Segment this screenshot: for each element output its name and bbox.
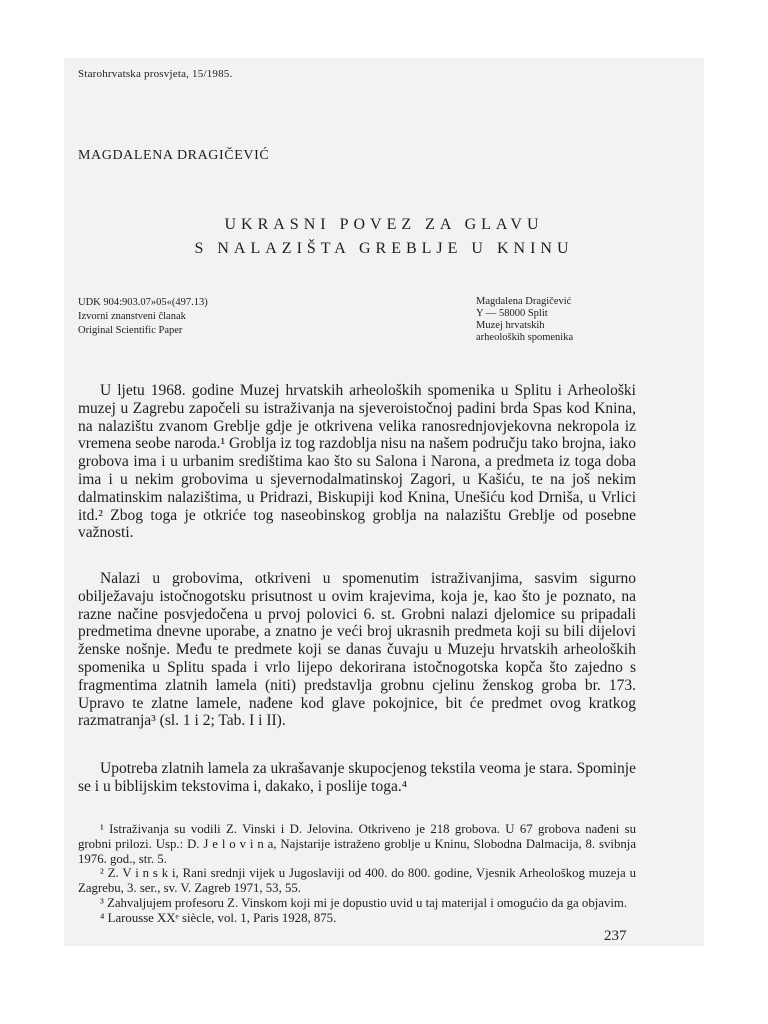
classification-block (78, 296, 208, 338)
paragraph-text: Nalazi u grobovima, otkriveni u spomenutim istraživanjima, sasvim sigurno obilježavaju istočnogotsku prisutnost u ovim krajevima, koja je, kao što je poznato, na razne načine posvjedočena u prvoj polovici 6. st. Grobni nalazi djelomice su pripadali predmetima dnevne uporabe, a znatno je veći broj ukrasnih predmeta koji su bili dijelovi ženske nošnje. Među te predmete koji se danas čuvaju u Muzeju hrvatskih arheoloških spomenika u Splitu spada i vrlo lijepo dekorirana istočnogotska kopča što zajedno s fragmentima zlatnih lamela (niti) predstavlja grobnu cjelinu ženskog groba br. 173. Upravo te zlatne lamele, nađene kod glave pokojnice, bit će predmet ovog kratkog razmatranja³ (sl. 1 i 2; Tab. I i II). (78, 570, 636, 730)
page-number: 237 (604, 928, 627, 944)
body-paragraph-1 (78, 382, 636, 542)
journal-citation: Starohrvatska prosvjeta, 15/1985. (78, 68, 233, 80)
address-institution-2: arheoloških spomenika (476, 332, 574, 343)
paragraph-text: Upotreba zlatnih lamela za ukrašavanje skupocjenog tekstila veoma je stara. Spominje se i u biblijskim tekstovima i, dakako, i poslije toga.⁴ (78, 760, 636, 795)
address-institution-1: Muzej hrvatskih (476, 320, 545, 331)
footnotes (78, 822, 636, 926)
body-paragraph-2 (78, 570, 636, 730)
article-type-en: Original Scientific Paper (78, 325, 183, 336)
footnote-1: ¹ Istraživanja su vodili Z. Vinski i D. Jelovina. Otkriveno je 218 grobova. U 67 grobova nađeni su grobni prilozi. Usp.: D. J e l o v i n a, Najstarije istraženo groblje u Kninu, Slobodna Dalmacija, 8. svibnja 1976. god., str. 5. (78, 822, 636, 866)
article-title-line-1: UKRASNI POVEZ ZA GLAVU (224, 216, 544, 233)
article-type-hr: Izvorni znanstveni članak (78, 311, 186, 322)
footnote-3: ³ Zahvaljujem profesoru Z. Vinskom koji mi je dopustio uvid u taj materijal i omogućio da ga objavim. (100, 895, 628, 910)
article-title-line-2: S NALAZIŠTA GREBLJE U KNINU (194, 240, 574, 257)
address-name: Magdalena Dragičević (476, 296, 572, 307)
udk-code: UDK 904:903.07»05«(497.13) (78, 297, 208, 308)
body-paragraph-3 (78, 760, 636, 796)
author-name: MAGDALENA DRAGIČEVIĆ (78, 148, 270, 163)
author-address-block (476, 296, 573, 344)
footnote-4: ⁴ Larousse XXᵉ siècle, vol. 1, Paris 1928, 875. (100, 910, 337, 925)
footnote-2: ² Z. V i n s k i, Rani srednji vijek u Jugoslaviji od 400. do 800. godine, Vjesnik Arheološkog muzeja u Zagrebu, 3. ser., sv. V. Zagreb 1971, 53, 55. (78, 866, 636, 896)
address-city: Y — 58000 Split (476, 308, 548, 319)
paragraph-text: U ljetu 1968. godine Muzej hrvatskih arheoloških spomenika u Splitu i Arheološki muzej u Zagrebu započeli su istraživanja na sjeveroistočnoj padini brda Spas kod Knina, na nalazištu zvanom Greblje gdje je otkrivena velika ranosrednjovjekovna nekropola iz vremena seobe naroda.¹ Groblja iz tog razdoblja nisu na našem području tako brojna, iako grobova ima i u urbanim središtima kao što su Salona i Narona, a predmeta iz toga doba ima i u nekim grobovima u sjevernodalmatinskoj Zagori, u Kašiću, te na još nekim dalmatinskim nalazištima, u Pridrazi, Biskupiji kod Knina, Unešiću kod Drniša, u Vrlici itd.² Zbog toga je otkriće tog naseobinskog groblja na nalazištu Greblje od posebne važnosti. (78, 382, 636, 542)
